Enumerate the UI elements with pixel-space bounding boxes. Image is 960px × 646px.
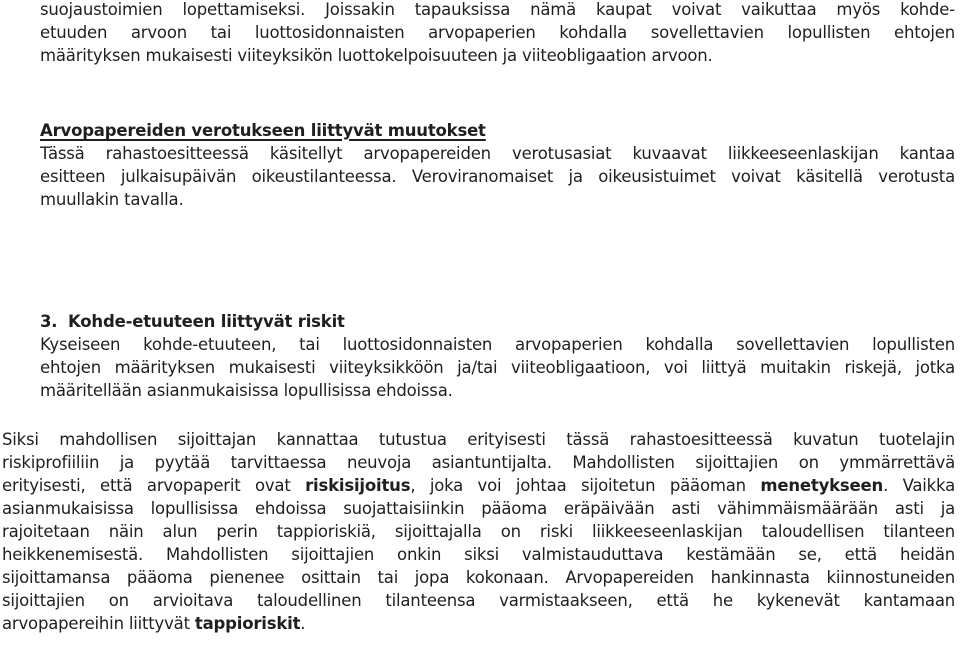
advice-line-3-pre: erityisesti, että arvopaperit ovat — [2, 476, 306, 495]
advice-line-9-pre: arvopapereihin liittyvät — [2, 614, 195, 633]
intro-line-1: suojaustoimien lopettamiseksi. Joissakin tapauksissa nämä kaupat voivat vaikuttaa myös kohde- — [40, 0, 955, 19]
risk-line-2: ehtojen määrityksen mukaisesti viiteyksikköön ja/tai viiteobligaatioon, voi liittyä muitakin riskejä, jotka — [40, 358, 955, 377]
risk-section-number: 3. — [40, 312, 58, 331]
advice-line-3-post: . Vaikka — [883, 476, 956, 495]
advice-line-9 — [2, 612, 305, 635]
tax-line-3: muullakin tavalla. — [40, 190, 184, 209]
advice-line-5: rajoitetaan näin alun perin tappioriskiä, sijoittajalla on riski liikkeeseenlaskijan taloudellisen tilanteen — [2, 522, 955, 541]
risk-line-1: Kyseiseen kohde-etuuteen, tai luottosidonnaisten arvopaperien kohdalla sovellettavien lopullisten — [40, 335, 955, 354]
intro-line-2: etuuden arvoon tai luottosidonnaisten arvopaperien kohdalla sovellettavien lopullisten ehtojen — [40, 23, 955, 42]
risk-line-3: määritellään asianmukaisissa lopullisissa ehdoissa. — [40, 381, 453, 400]
advice-line-3 — [2, 474, 955, 497]
emphasis-riskisijoitus: riskisijoitus — [305, 476, 411, 495]
advice-line-3-mid: , joka voi johtaa sijoitetun pääoman — [410, 476, 761, 495]
emphasis-tappioriskit: tappioriskit — [194, 614, 301, 633]
tax-line-2: esitteen julkaisupäivän oikeustilanteessa. Veroviranomaiset ja oikeusistuimet voivat käsitellä verotusta — [40, 167, 955, 186]
risk-section-heading: Kohde-etuuteen liittyvät riskit — [68, 312, 345, 331]
intro-line-3: määrityksen mukaisesti viiteyksikön luottokelpoisuuteen ja viiteobligaation arvoon. — [40, 46, 713, 65]
advice-line-2: riskiprofiiliin ja pyytää tarvittaessa neuvoja asiantuntijalta. Mahdollisten sijoittajien on ymmärrettävä — [2, 453, 955, 472]
advice-line-7: sijoittamansa pääoma pienenee osittain tai jopa kokonaan. Arvopapereiden hankinnasta kiinnostuneiden — [2, 568, 955, 587]
advice-line-8: sijoittajien on arvioitava taloudellinen tilanteensa varmistaakseen, että he kykenevät kantamaan — [2, 591, 955, 610]
tax-section-heading: Arvopapereiden verotukseen liittyvät muutokset — [40, 121, 486, 140]
advice-line-1: Siksi mahdollisen sijoittajan kannattaa tutustua erityisesti tässä rahastoesitteessä kuvatun tuotelajin — [2, 430, 955, 449]
advice-line-9-post: . — [300, 614, 306, 633]
emphasis-menetykseen: menetykseen — [760, 476, 884, 495]
tax-line-1: Tässä rahastoesitteessä käsitellyt arvopapereiden verotusasiat kuvaavat liikkeeseenlaskijan kantaa — [40, 144, 955, 163]
advice-line-4: asianmukaisissa lopullisissa ehdoissa suojattaisiinkin pääoma eräpäivään asti vähimmäismäärään asti ja — [2, 499, 955, 518]
advice-line-6: heikkenemisestä. Mahdollisten sijoittajien onkin siksi valmistauduttava kestämään se, että heidän — [2, 545, 955, 564]
